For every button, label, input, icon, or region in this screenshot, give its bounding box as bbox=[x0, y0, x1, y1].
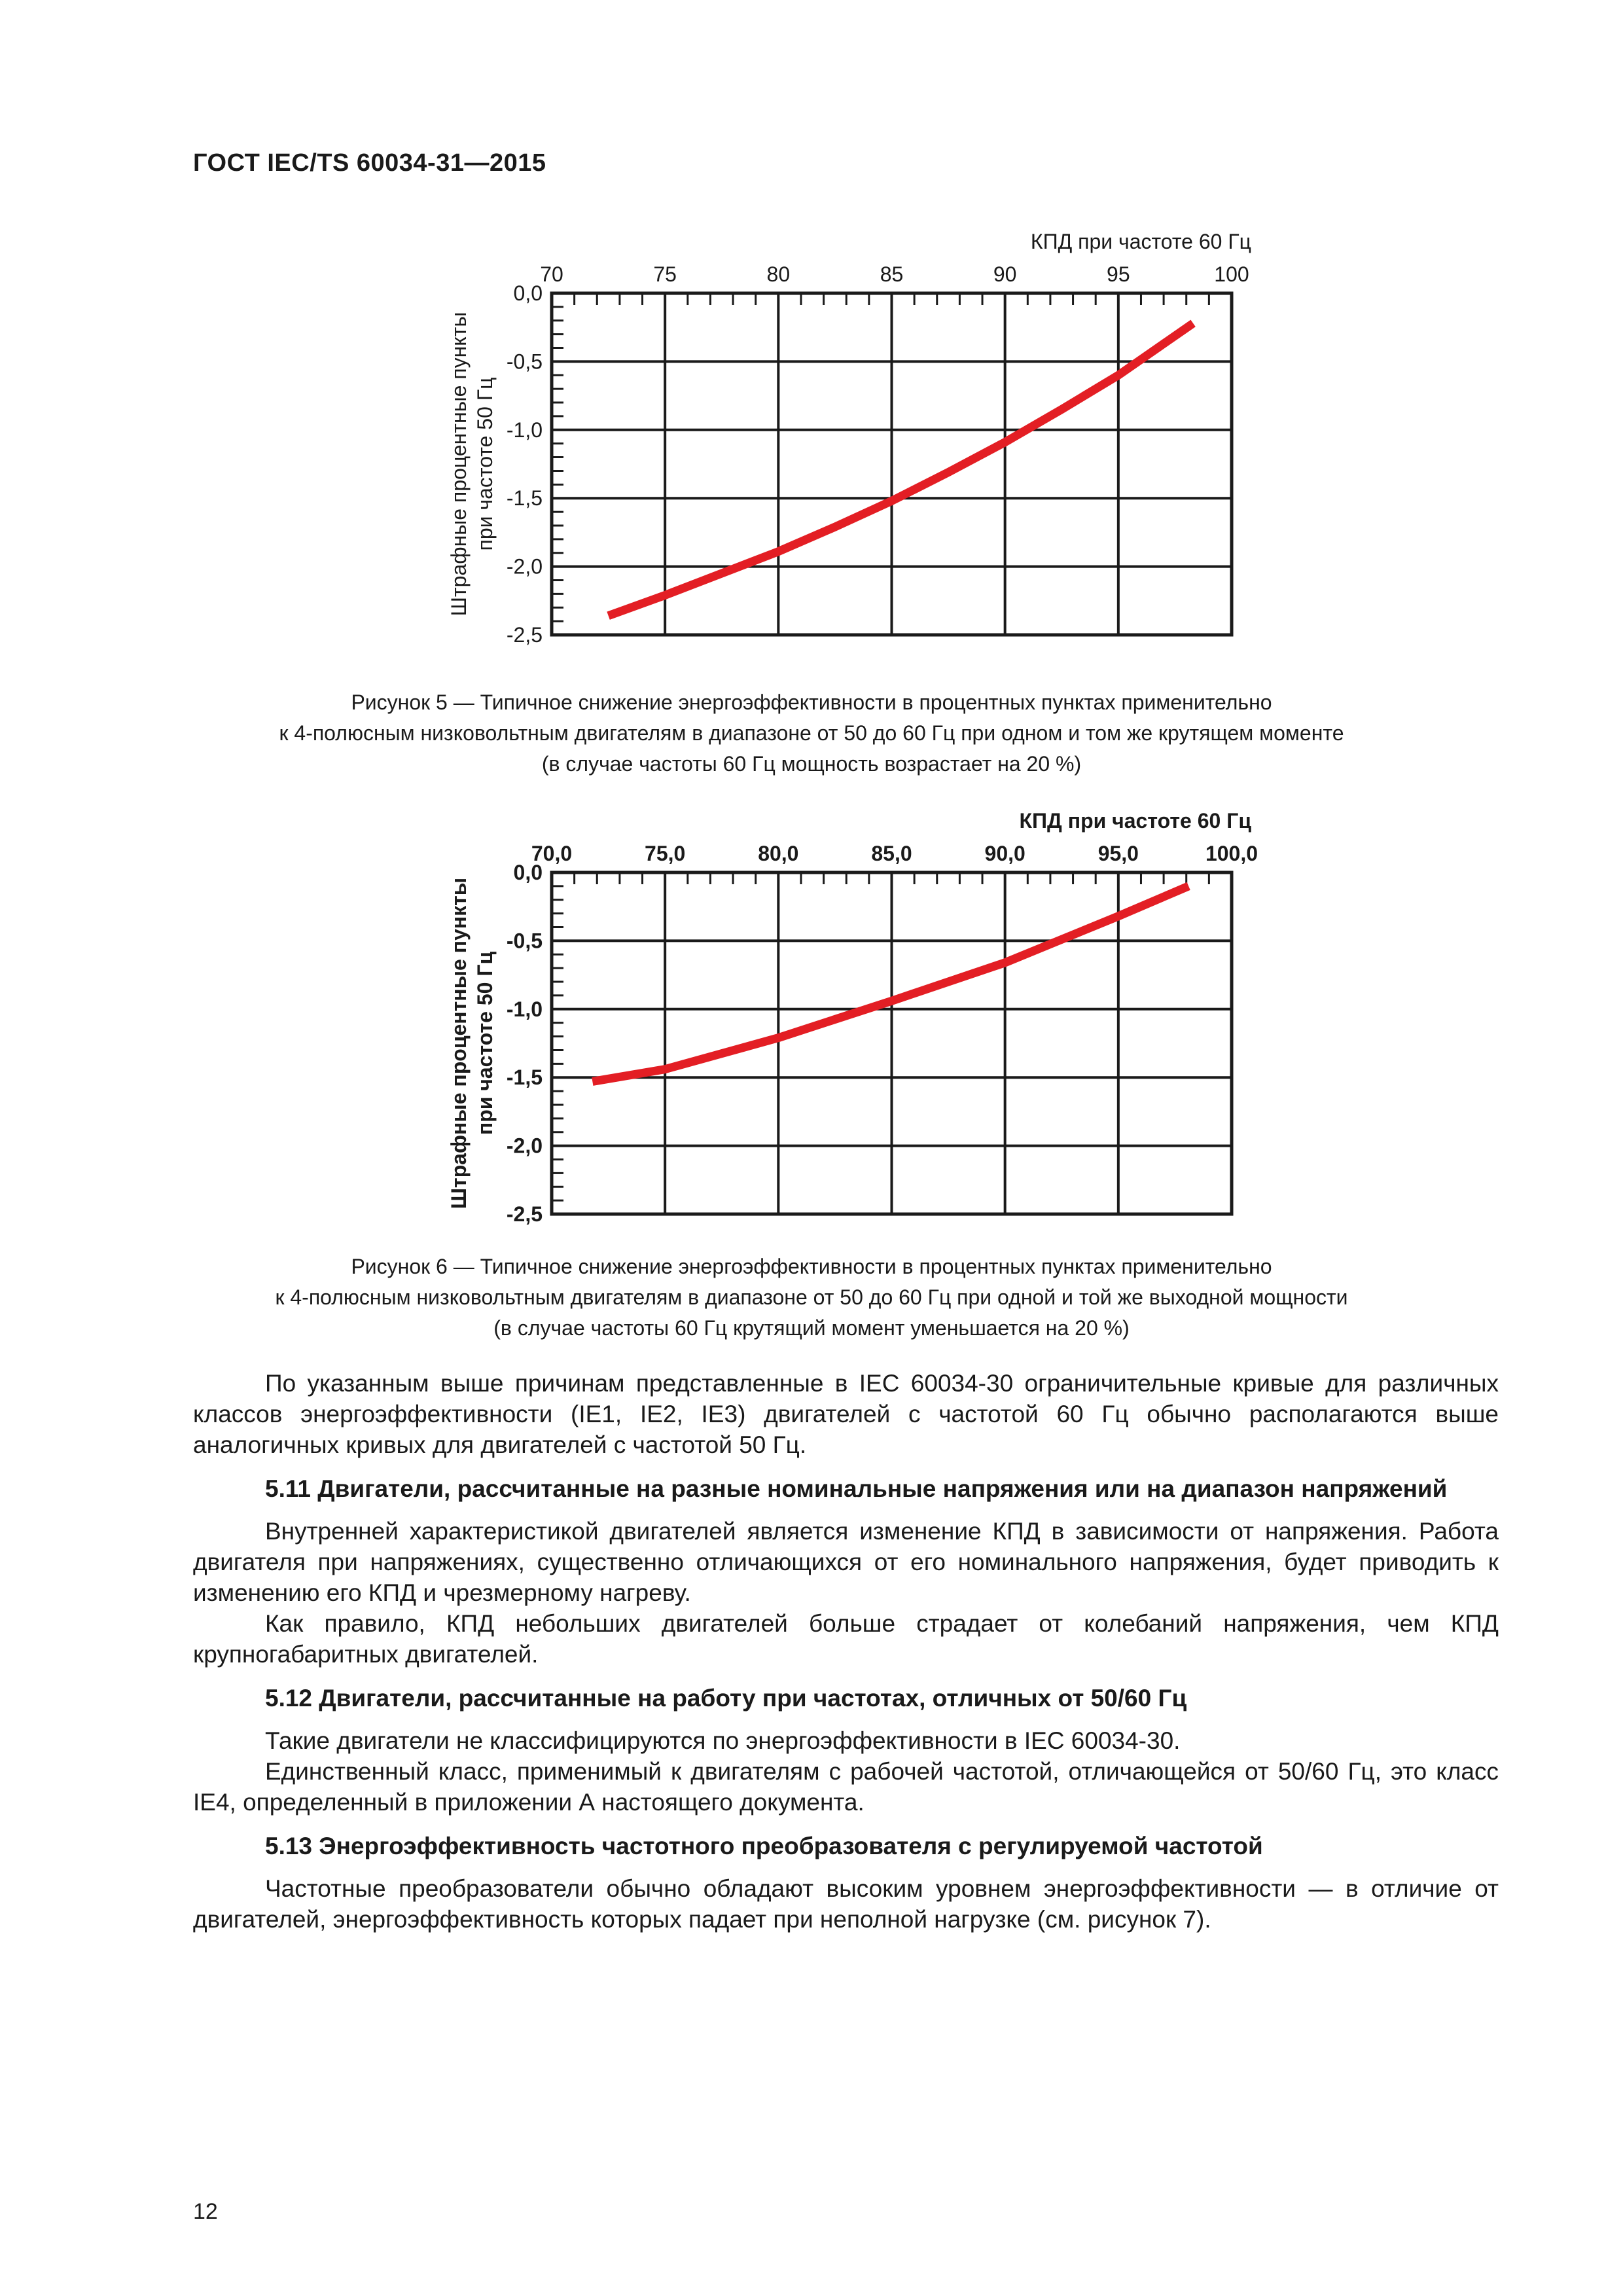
figure-5-chart bbox=[0, 216, 1623, 674]
figure-5-svg bbox=[0, 216, 1623, 674]
y-tick-label: -0,5 bbox=[506, 350, 543, 374]
y-tick-label: -2,0 bbox=[506, 1134, 543, 1158]
y-axis-title-line-1: Штрафные процентные пункты bbox=[447, 877, 471, 1210]
x-axis-title: КПД при частоте 60 Гц bbox=[1030, 230, 1251, 253]
figure-5-caption bbox=[196, 687, 1427, 780]
y-axis-title-line-1: Штрафные процентные пункты bbox=[447, 312, 471, 617]
y-tick-label: -0,5 bbox=[506, 929, 543, 953]
x-axis-title: КПД при частоте 60 Гц bbox=[1019, 809, 1251, 833]
paragraph: По указанным выше причинам представленные в IEC 60034-30 ограничительные кривые для различных классов энергоэффективности (IE1, IE2, IE3) двигателей с частотой 60 Гц обычно располагаются выше аналогичных кривых для двигателей с частотой 50 Гц. bbox=[193, 1370, 1499, 1458]
caption-line: к 4-полюсным низковольтным двигателям в диапазоне от 50 до 60 Гц при одном и том же крутящем моменте bbox=[279, 721, 1344, 745]
y-tick-label: -2,0 bbox=[506, 554, 543, 579]
y-tick-label: -1,0 bbox=[506, 418, 543, 442]
caption-line: к 4-полюсным низковольтным двигателям в диапазоне от 50 до 60 Гц при одной и той же выходной мощности bbox=[275, 1285, 1348, 1309]
paragraph: Единственный класс, применимый к двигателям с рабочей частотой, отличающейся от 50/60 Гц, это класс IE4, определенный в приложении А настоящего документа. bbox=[193, 1758, 1499, 1816]
x-tick-label: 75,0 bbox=[645, 842, 686, 865]
paragraph: Частотные преобразователи обычно обладают высоким уровнем энергоэффективности — в отличие от двигателей, энергоэффективность которых падает при неполной нагрузке (см. рисунок 7). bbox=[193, 1875, 1499, 1933]
x-tick-label: 85 bbox=[880, 262, 904, 286]
caption-line: Рисунок 5 — Типичное снижение энергоэффективности в процентных пунктах применительно bbox=[351, 691, 1272, 714]
section-5-13-title: 5.13 Энергоэффективность частотного преобразователя с регулируемой частотой bbox=[265, 1833, 1263, 1859]
y-tick-label: -1,5 bbox=[506, 486, 543, 511]
y-tick-label: 0,0 bbox=[513, 861, 543, 884]
y-tick-label: -1,5 bbox=[506, 1066, 543, 1090]
paragraph: Такие двигатели не классифицируются по энергоэффективности в IEC 60034-30. bbox=[265, 1727, 1181, 1754]
x-tick-label: 85,0 bbox=[871, 842, 912, 865]
series-line bbox=[609, 323, 1194, 616]
document-code-header: ГОСТ IEC/TS 60034-31—2015 bbox=[193, 149, 546, 177]
caption-line: (в случае частоты 60 Гц мощность возрастает на 20 %) bbox=[541, 752, 1082, 776]
section-5-12-title: 5.12 Двигатели, рассчитанные на работу при частотах, отличных от 50/60 Гц bbox=[265, 1685, 1187, 1712]
section-5-11-title: 5.11 Двигатели, рассчитанные на разные номинальные напряжения или на диапазон напряжений bbox=[265, 1475, 1448, 1502]
x-tick-label: 80,0 bbox=[758, 842, 799, 865]
x-tick-label: 100,0 bbox=[1205, 842, 1258, 865]
x-tick-label: 95 bbox=[1107, 262, 1130, 286]
y-axis-title-line-2: при частоте 50 Гц bbox=[473, 951, 497, 1136]
x-tick-label: 90 bbox=[993, 262, 1017, 286]
paragraph: Как правило, КПД небольших двигателей больше страдает от колебаний напряжения, чем КПД крупногабаритных двигателей. bbox=[193, 1610, 1499, 1668]
x-tick-label: 70,0 bbox=[531, 842, 573, 865]
x-tick-label: 80 bbox=[766, 262, 791, 286]
y-axis-title-line-2: при частоте 50 Гц bbox=[473, 377, 497, 551]
page-number: 12 bbox=[193, 2199, 218, 2224]
caption-line: Рисунок 6 — Типичное снижение энергоэффективности в процентных пунктах применительно bbox=[351, 1255, 1272, 1278]
x-tick-label: 90,0 bbox=[984, 842, 1026, 865]
x-tick-label: 70 bbox=[540, 262, 563, 286]
body-text bbox=[193, 1368, 1499, 1935]
figure-6-svg bbox=[0, 795, 1623, 1253]
paragraph: Внутренней характеристикой двигателей является изменение КПД в зависимости от напряжения. Работа двигателя при напряжениях, существенно отличающихся от его номинального напряжения, будет приводить к изменению его КПД и чрезмерному нагреву. bbox=[193, 1518, 1499, 1606]
figure-6-caption bbox=[196, 1251, 1427, 1344]
figure-6-chart bbox=[0, 795, 1623, 1253]
y-tick-label: 0,0 bbox=[513, 281, 543, 305]
y-tick-label: -1,0 bbox=[506, 997, 543, 1021]
y-tick-label: -2,5 bbox=[506, 1202, 543, 1226]
y-tick-label: -2,5 bbox=[506, 623, 543, 647]
caption-line: (в случае частоты 60 Гц крутящий момент уменьшается на 20 %) bbox=[493, 1316, 1130, 1340]
x-tick-label: 100 bbox=[1214, 262, 1249, 286]
x-tick-label: 75 bbox=[653, 262, 677, 286]
x-tick-label: 95,0 bbox=[1097, 842, 1139, 865]
